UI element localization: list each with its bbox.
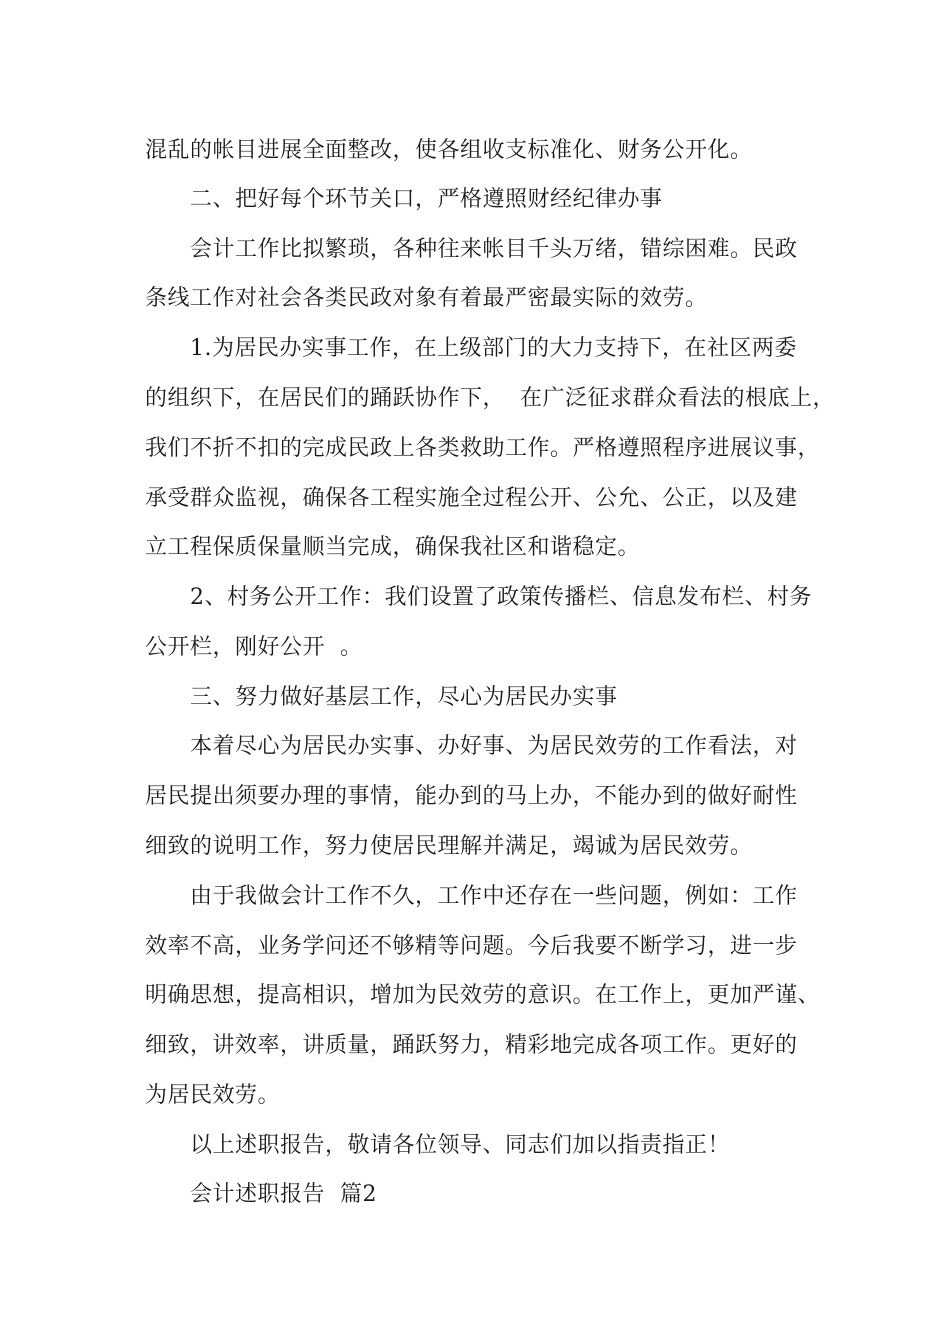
text-line: 1.为居民办实事工作，在上级部门的大力支持下，在社区两委 (190, 336, 797, 361)
text-line: 为居民效劳。 (145, 1083, 281, 1108)
document-title: 会计述职报告 篇2 (190, 1182, 377, 1207)
text-line: 承受群众监视，确保各工程实施全过程公开、公允、公正，以及建 (145, 486, 798, 511)
section-heading: 三、努力做好基层工作，尽心为居民办实事 (190, 685, 618, 710)
text-line: 明确思想，提高相识，增加为民效劳的意识。在工作上，更加严谨、 (145, 983, 821, 1008)
text-line: 细致，讲效率，讲质量，踊跃努力，精彩地完成各项工作。更好的 (145, 1033, 798, 1058)
section-heading: 二、把好每个环节关口，严格遵照财经纪律办事 (190, 187, 663, 212)
text-line: 立工程保质保量顺当完成，确保我社区和谐稳定。 (145, 535, 641, 560)
text-line: 我们不折不扣的完成民政上各类救助工作。严格遵照程序进展议事， (145, 436, 821, 461)
text-line: 由于我做会计工作不久，工作中还存在一些问题，例如：工作 (190, 884, 798, 909)
text-line: 混乱的帐目进展全面整改，使各组收支标准化、财务公开化。 (145, 138, 753, 163)
text-line: 以上述职报告，敬请各位领导、同志们加以指责指正！ (190, 1133, 731, 1158)
text-line: 2、村务公开工作：我们设置了政策传播栏、信息发布栏、村务 (190, 585, 812, 610)
text-line: 效率不高，业务学问还不够精等问题。今后我要不断学习，进一步 (145, 934, 798, 959)
text-line: 的组织下，在居民们的踊跃协作下， 在广泛征求群众看法的根底上， (145, 386, 835, 411)
text-line: 会计工作比拟繁琐，各种往来帐目千头万绪，错综困难。民政 (190, 237, 798, 262)
text-line: 居民提出须要办理的事情，能办到的马上办，不能办到的做好耐性 (145, 784, 798, 809)
text-line: 公开栏，刚好公开 。 (145, 635, 363, 660)
text-line: 本着尽心为居民办实事、办好事、为居民效劳的工作看法，对 (190, 734, 798, 759)
text-line: 细致的说明工作，努力使居民理解并满足，竭诚为居民效劳。 (145, 834, 753, 859)
text-line: 条线工作对社会各类民政对象有着最严密最实际的效劳。 (145, 286, 708, 311)
